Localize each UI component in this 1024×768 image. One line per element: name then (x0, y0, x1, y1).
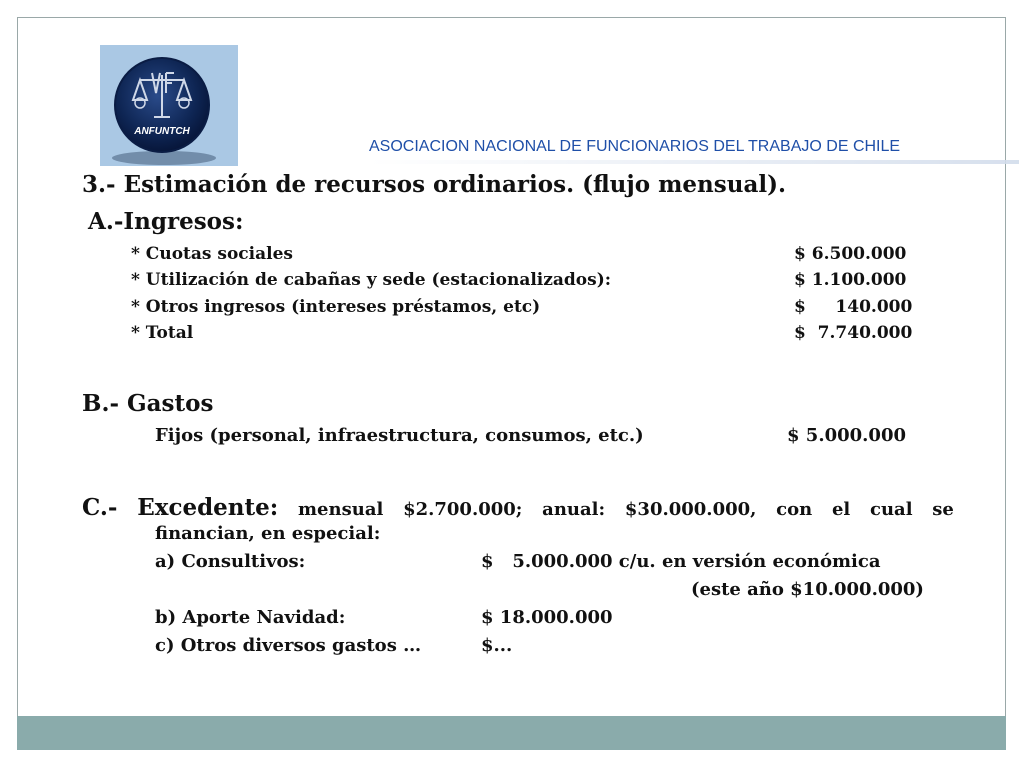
excedente-item-label: c) Otros diversos gastos … (155, 635, 422, 656)
ingreso-label: * Utilización de cabañas y sede (estacionalizados): (131, 270, 612, 290)
ingresos-heading: A.-Ingresos: (88, 208, 244, 235)
excedente-word: anual: (542, 499, 606, 520)
excedente-word: cual (869, 499, 913, 520)
excedente-item-value: $ 5.000.000 c/u. en versión económica (481, 551, 881, 572)
excedente-heading: Excedente: (137, 494, 279, 521)
excedente-continuation: financian, en especial: (155, 523, 381, 544)
excedente-item-value: $... (481, 635, 513, 656)
ingreso-amount: $ 6.500.000 (794, 244, 907, 264)
excedente-word: $2.700.000; (403, 499, 523, 520)
excedente-item-label: b) Aporte Navidad: (155, 607, 346, 628)
ingreso-label: * Cuotas sociales (131, 244, 293, 264)
excedente-line (82, 494, 954, 521)
gastos-fijos-amount: $ 5.000.000 (787, 425, 906, 446)
svg-text:ANFUNTCH: ANFUNTCH (134, 126, 190, 137)
ingreso-amount: $ 140.000 (794, 297, 913, 317)
footer-bar (17, 716, 1006, 750)
ingreso-total-amount: $ 7.740.000 (794, 323, 913, 343)
excedente-item-label: a) Consultivos: (155, 551, 306, 572)
organization-name: ASOCIACION NACIONAL DE FUNCIONARIOS DEL TRABAJO DE CHILE (369, 138, 901, 155)
excedente-lead: C.- (82, 494, 118, 521)
anfuntch-logo (100, 45, 238, 166)
excedente-word: mensual (298, 499, 384, 520)
excedente-word: se (932, 499, 954, 520)
gastos-heading: B.- Gastos (82, 390, 214, 417)
excedente-item-note: (este año $10.000.000) (691, 579, 924, 600)
ingreso-amount: $ 1.100.000 (794, 270, 907, 290)
excedente-word: con (776, 499, 813, 520)
ingreso-label: * Otros ingresos (intereses préstamos, etc) (131, 297, 541, 317)
gastos-fijos-label: Fijos (personal, infraestructura, consumos, etc.) (155, 425, 644, 446)
ingreso-total-label: * Total (131, 323, 194, 343)
excedente-item-value: $ 18.000.000 (481, 607, 613, 628)
header-rule (369, 160, 1019, 164)
slide-title: 3.- Estimación de recursos ordinarios. (flujo mensual). (82, 171, 786, 198)
excedente-word: $30.000.000, (624, 499, 757, 520)
excedente-word: el (831, 499, 851, 520)
